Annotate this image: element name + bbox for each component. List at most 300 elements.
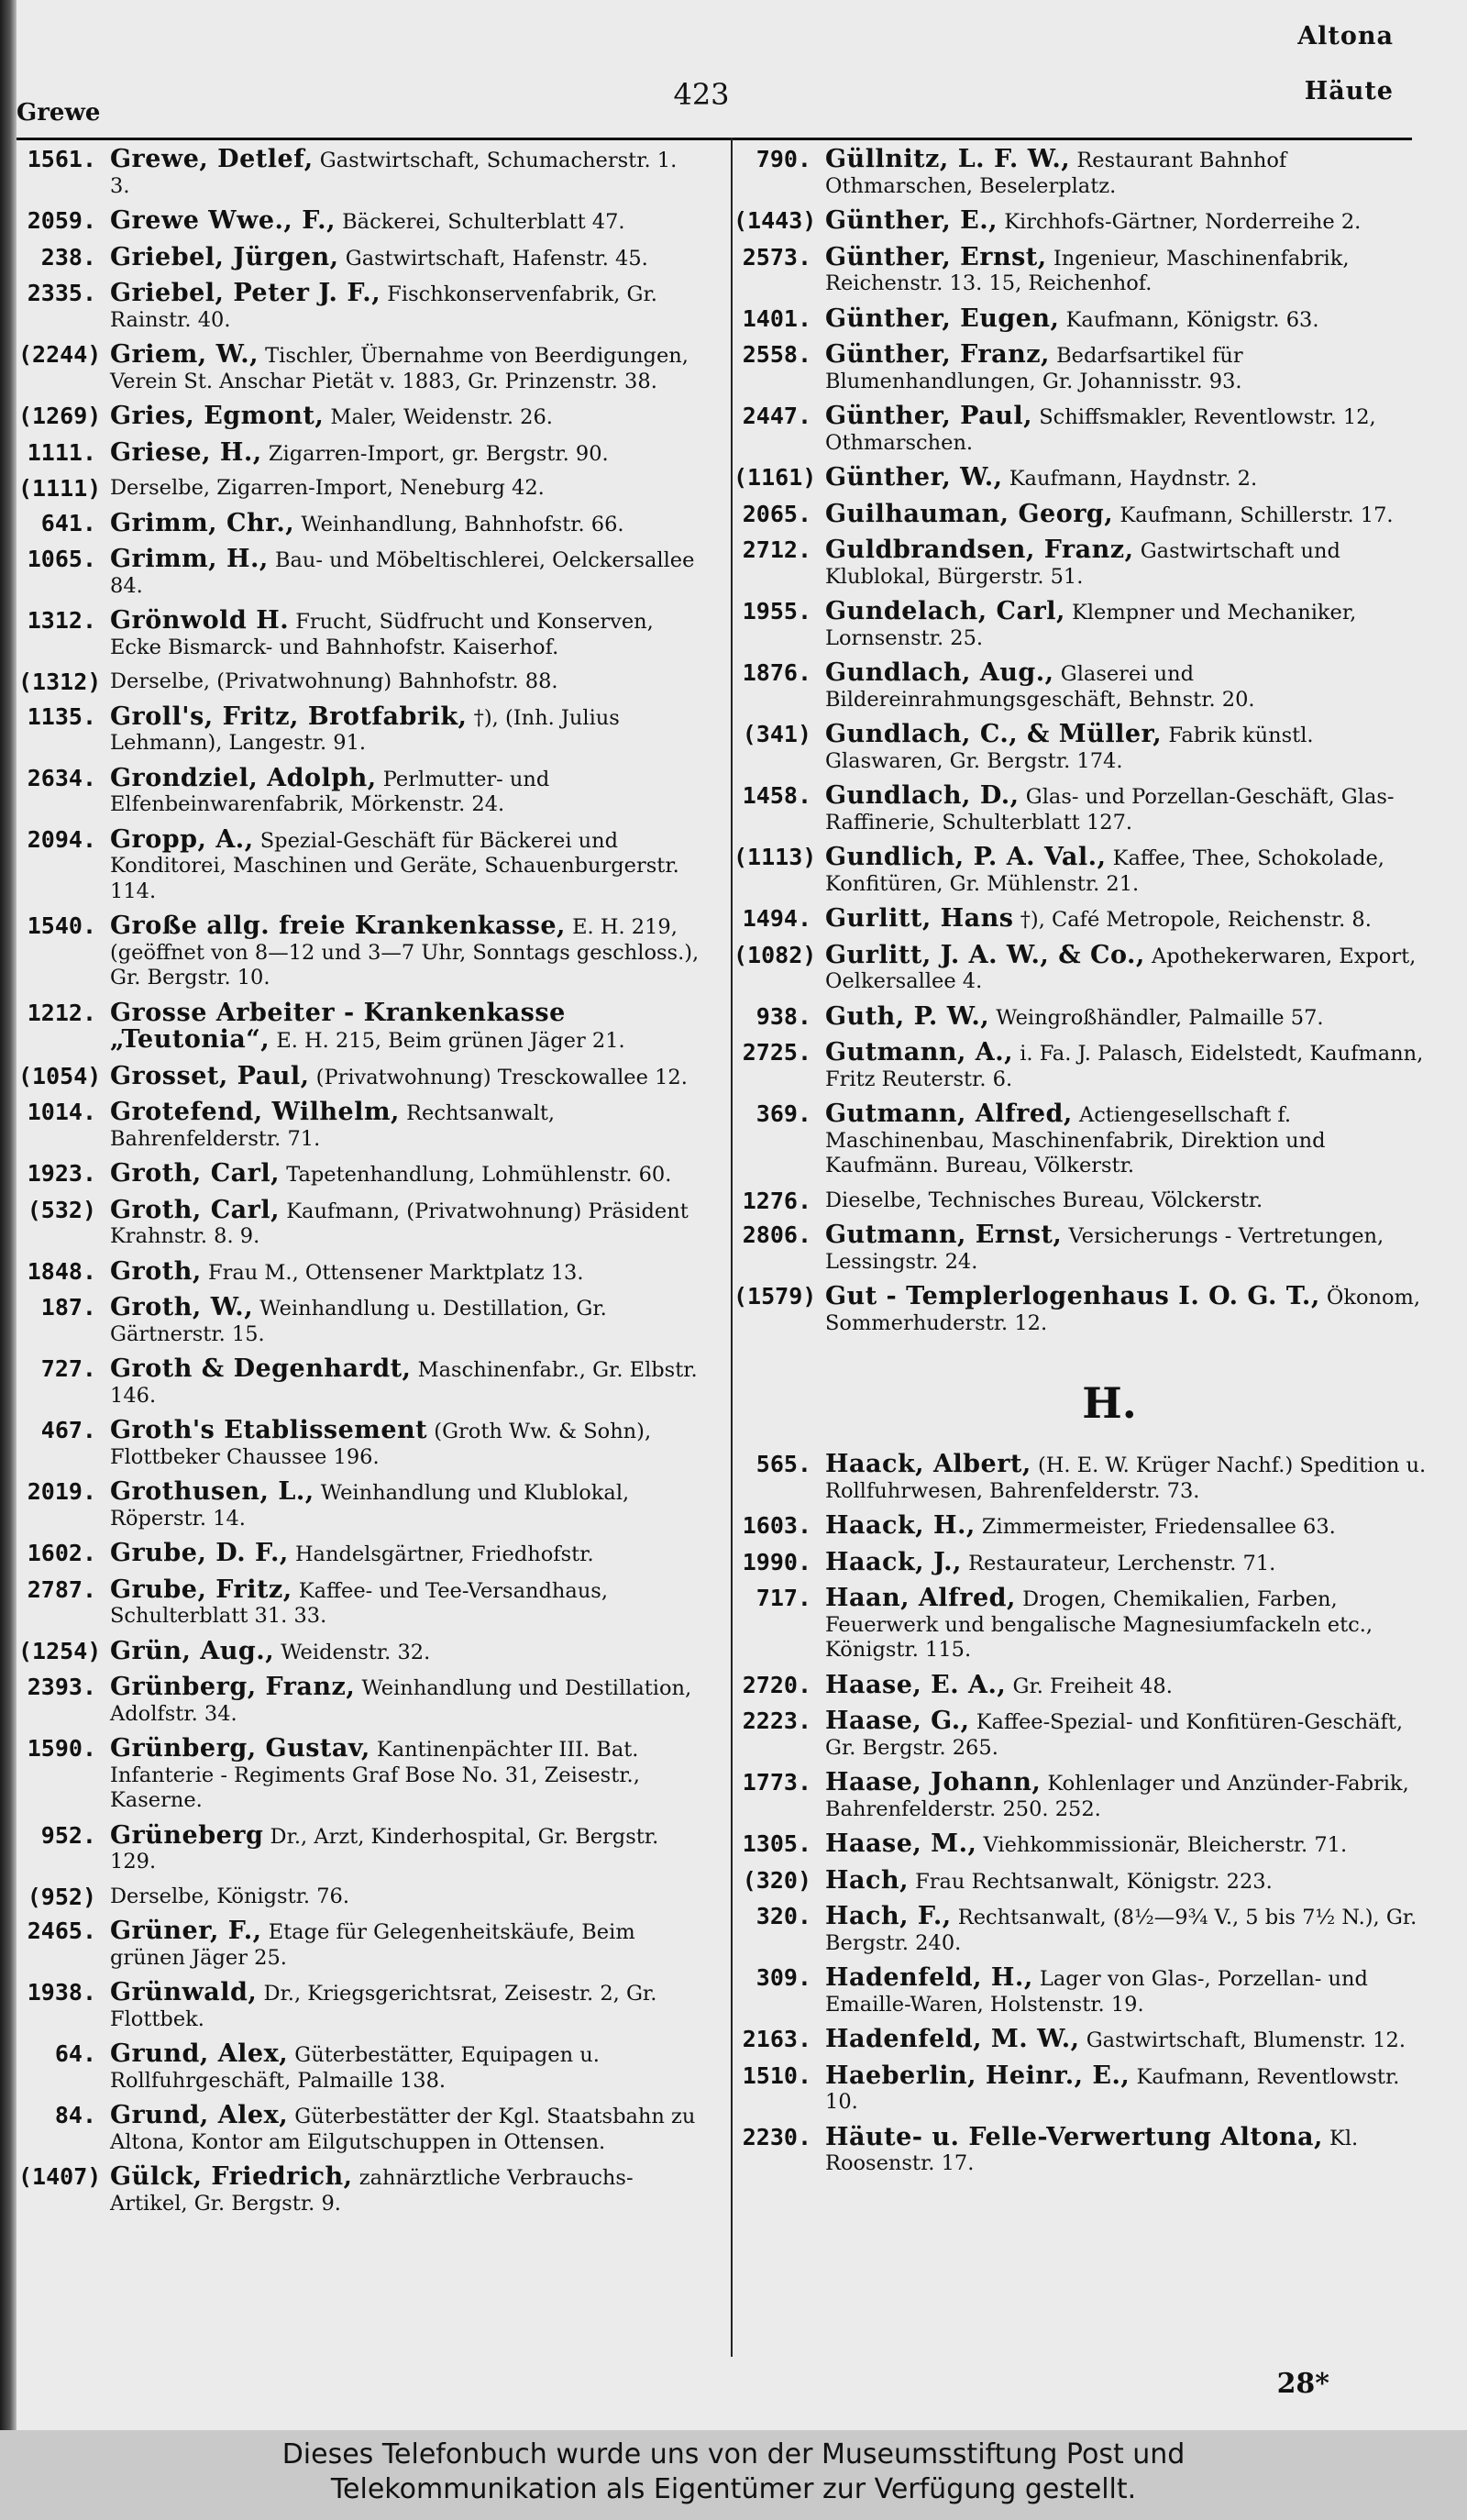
entry-details: Tapetenhandlung, Lohmühlenstr. 60. bbox=[286, 1163, 672, 1187]
entry-name: Hach, F., bbox=[825, 1902, 952, 1930]
phone-number: 2393. bbox=[27, 1674, 96, 1700]
entry-details: Weinhandlung, Bahnhofstr. 66. bbox=[301, 512, 624, 536]
directory-entry bbox=[18, 1541, 701, 1568]
directory-entry bbox=[734, 208, 1430, 236]
directory-entry bbox=[18, 1884, 701, 1910]
entry-name: Grimm, H., bbox=[110, 545, 269, 573]
entry-details: Frau M., Ottensener Marktplatz 13. bbox=[207, 1260, 584, 1285]
directory-entry bbox=[18, 1980, 701, 2032]
entry-details: Weinhandlung u. Destillation, Gr. Gärtnerstr. 15. bbox=[110, 1297, 607, 1346]
directory-entry bbox=[734, 599, 1430, 651]
entry-name: Haack, H., bbox=[825, 1511, 976, 1540]
entry-name: Gut - Templerlogenhaus I. O. G. T., bbox=[825, 1282, 1320, 1310]
phone-number: 2335. bbox=[27, 280, 96, 306]
phone-number: 369. bbox=[756, 1100, 811, 1127]
entry-name: Häute- u. Felle-Verwertung Altona, bbox=[825, 2122, 1323, 2151]
directory-entry bbox=[18, 1577, 701, 1630]
directory-entry bbox=[734, 242, 1430, 297]
entry-name: Grondziel, Adolph, bbox=[110, 763, 377, 792]
entry-details: Viehkommissionär, Bleicherstr. 71. bbox=[983, 1833, 1348, 1857]
directory-entry bbox=[734, 2027, 1430, 2054]
phone-number: 1955. bbox=[742, 598, 811, 624]
phone-number: 717. bbox=[756, 1585, 811, 1611]
entry-name: Günther, E., bbox=[825, 206, 998, 235]
entry-name: Haase, E. A., bbox=[825, 1670, 1007, 1699]
phone-number: 1458. bbox=[742, 782, 811, 809]
entry-details: Rechtsanwalt, (8½—9¾ V., 5 bis 7½ N.), Gr. Bergstr. 240. bbox=[825, 1906, 1417, 1955]
entry-details: Rechtsanwalt, Bahrenfelderstr. 71. bbox=[110, 1101, 556, 1151]
entry-name: Guth, P. W., bbox=[825, 1001, 990, 1031]
entry-details: Lager von Glas-, Porzellan- und Emaille-Waren, Holstenstr. 19. bbox=[825, 1967, 1368, 2017]
entry-details: Weingroßhändler, Palmaille 57. bbox=[996, 1005, 1324, 1030]
directory-entry bbox=[18, 824, 701, 905]
entry-details: Tischler, Übernahme von Beerdigungen, Verein St. Anschar Pietät v. 1883, Gr. Prinzenstr. 38. bbox=[110, 344, 689, 393]
entry-details: Kaufmann, Schillerstr. 17. bbox=[1120, 503, 1394, 527]
entry-details: i. Fa. J. Palasch, Eidelstedt, Kaufmann, Fritz Reuterstr. 6. bbox=[825, 1042, 1424, 1091]
directory-entry bbox=[18, 403, 701, 431]
entry-name: Groll's, Fritz, Brotfabrik, bbox=[110, 702, 468, 731]
entry-details: Derselbe, Königstr. 76. bbox=[110, 1884, 349, 1908]
entry-details: Kaufmann, Haydnstr. 2. bbox=[1009, 467, 1258, 491]
entry-details: Kaufmann, Reventlowstr. 10. bbox=[825, 2064, 1400, 2114]
entry-name: Griem, W., bbox=[110, 340, 259, 369]
entry-details: †), Café Metropole, Reichenstr. 8. bbox=[1020, 908, 1372, 932]
header-left-keyword: Grewe bbox=[17, 99, 101, 127]
phone-number: 238. bbox=[40, 243, 96, 271]
phone-number: 1014. bbox=[27, 1099, 96, 1125]
directory-entry bbox=[734, 1904, 1430, 1956]
directory-entry bbox=[18, 147, 701, 199]
directory-entry bbox=[734, 1188, 1430, 1214]
directory-entry bbox=[734, 1831, 1430, 1859]
phone-number: 565. bbox=[756, 1451, 811, 1477]
directory-entry bbox=[734, 1513, 1430, 1541]
entry-name: Haan, Alfred, bbox=[825, 1584, 1016, 1612]
entry-name: Grund, Alex, bbox=[110, 2039, 289, 2068]
phone-number: (2244) bbox=[18, 341, 102, 368]
entry-name: Grund, Alex, bbox=[110, 2101, 289, 2129]
entry-details: Derselbe, (Privatwohnung) Bahnhofstr. 88. bbox=[110, 669, 558, 693]
phone-number: (320) bbox=[742, 1866, 811, 1894]
entry-details: Dr., Kriegsgerichtsrat, Zeisestr. 2, Gr. Flottbek. bbox=[110, 1982, 657, 2031]
entry-name: Grimm, Chr., bbox=[110, 508, 295, 537]
entry-name: Grewe, Detlef, bbox=[110, 145, 314, 173]
phone-number: 309. bbox=[756, 1964, 811, 1991]
entry-name: Gundlach, D., bbox=[825, 781, 1020, 810]
directory-entry bbox=[734, 1586, 1430, 1663]
entry-details: (Privatwohnung) Tresckowallee 12. bbox=[315, 1065, 688, 1089]
signature-mark: 28* bbox=[1276, 2368, 1329, 2400]
phone-number: 2223. bbox=[742, 1708, 811, 1734]
phone-number: 2447. bbox=[742, 403, 811, 429]
directory-entry bbox=[18, 763, 701, 818]
entry-details: Kaffee, Thee, Schokolade, Konfitüren, Gr. Mühlenstr. 21. bbox=[825, 846, 1384, 896]
entry-details: Glas- und Porzellan-Geschäft, Glas-Raffinerie, Schulterblatt 127. bbox=[825, 785, 1395, 834]
footer-line-1: Dieses Telefonbuch wurde uns von der Museumsstiftung Post und bbox=[281, 2438, 1186, 2470]
entry-name: Haase, Johann, bbox=[825, 1768, 1042, 1796]
phone-number: 1212. bbox=[27, 999, 96, 1026]
entry-details: E. H. 215, Beim grünen Jäger 21. bbox=[276, 1029, 625, 1053]
entry-details: Zigarren-Import, gr. Bergstr. 90. bbox=[268, 441, 609, 466]
entry-name: Hach, bbox=[825, 1865, 909, 1895]
phone-number: 952. bbox=[40, 1821, 96, 1849]
directory-entry bbox=[18, 508, 701, 538]
phone-number: 2558. bbox=[742, 341, 811, 368]
directory-entry bbox=[734, 906, 1430, 934]
directory-entry bbox=[18, 704, 701, 757]
directory-entry bbox=[18, 1000, 701, 1055]
phone-number: 2720. bbox=[742, 1671, 811, 1698]
directory-entry bbox=[18, 1100, 701, 1152]
entry-details: Dieselbe, Technisches Bureau, Völckerstr. bbox=[825, 1188, 1263, 1212]
phone-number: 1603. bbox=[742, 1512, 811, 1539]
entry-details: Weinhandlung und Klublokal, Röperstr. 14. bbox=[110, 1481, 630, 1531]
directory-entry bbox=[18, 669, 701, 695]
directory-entry bbox=[18, 208, 701, 236]
entry-details: Versicherungs - Vertretungen, Lessingstr. 24. bbox=[825, 1224, 1384, 1274]
phone-number: 320. bbox=[756, 1903, 811, 1929]
directory-entry bbox=[734, 1708, 1430, 1761]
phone-number: 187. bbox=[40, 1294, 96, 1321]
entry-details: Drogen, Chemikalien, Farben, Feuerwerk und bengalische Magnesiumfackeln etc., Königstr. 115. bbox=[825, 1587, 1373, 1662]
phone-number: 64. bbox=[54, 2040, 96, 2067]
phone-number: (952) bbox=[27, 1883, 96, 1910]
entry-name: Günther, W., bbox=[825, 463, 1003, 492]
phone-number: (1254) bbox=[18, 1637, 102, 1664]
entry-name: Groth, W., bbox=[110, 1293, 254, 1321]
right-column-h-entries bbox=[734, 1452, 1430, 2177]
directory-entry bbox=[18, 242, 701, 272]
entry-details: (Groth Ww. & Sohn), Flottbeker Chaussee 196. bbox=[110, 1420, 652, 1469]
directory-entry bbox=[734, 1222, 1430, 1275]
entry-details: Gastwirtschaft und Klublokal, Bürgerstr. 51. bbox=[825, 539, 1340, 589]
entry-details: Gastwirtschaft, Blumenstr. 12. bbox=[1086, 2028, 1406, 2052]
phone-number: 1848. bbox=[27, 1257, 96, 1285]
entry-details: Ökonom, Sommerhuderstr. 12. bbox=[825, 1286, 1421, 1335]
directory-entry bbox=[734, 845, 1430, 897]
directory-entry bbox=[734, 660, 1430, 713]
entry-name: Günther, Paul, bbox=[825, 402, 1033, 430]
entry-name: Günther, Franz, bbox=[825, 340, 1050, 369]
directory-entry bbox=[18, 1356, 701, 1409]
phone-number: 1540. bbox=[27, 912, 96, 939]
directory-entry bbox=[18, 1736, 701, 1814]
entry-name: Grönwold H. bbox=[110, 606, 290, 635]
entry-name: Gülck, Friedrich, bbox=[110, 2162, 353, 2191]
entry-name: Gundlich, P. A. Val., bbox=[825, 843, 1107, 871]
entry-name: Groth's Etablissement bbox=[110, 1416, 428, 1444]
phone-number: 2573. bbox=[742, 243, 811, 271]
entry-details: Kl. Roosenstr. 17. bbox=[825, 2126, 1359, 2175]
phone-number: 2634. bbox=[27, 764, 96, 791]
phone-number: (1113) bbox=[734, 844, 817, 870]
directory-entry bbox=[734, 722, 1430, 774]
entry-details: Kantinenpächter III. Bat. Infanterie - Regiments Graf Bose No. 31, Zeisestr., Kaserne. bbox=[110, 1738, 640, 1812]
phone-number: (1579) bbox=[734, 1283, 817, 1310]
directory-entry bbox=[18, 1820, 701, 1875]
entry-details: †), (Inh. Julius Lehmann), Langestr. 91. bbox=[110, 705, 620, 755]
entry-name: Große allg. freie Krankenkasse, bbox=[110, 912, 566, 940]
entry-details: Güterbestätter, Equipagen u. Rollfuhrgeschäft, Palmaille 138. bbox=[110, 2043, 600, 2093]
phone-number: 938. bbox=[756, 1002, 811, 1030]
entry-name: Groth & Degenhardt, bbox=[110, 1354, 412, 1383]
phone-number: 641. bbox=[40, 509, 96, 536]
directory-entry bbox=[734, 1101, 1430, 1179]
phone-number: 2163. bbox=[742, 2026, 811, 2052]
phone-number: 2712. bbox=[742, 536, 811, 563]
entry-name: Haeberlin, Heinr., E., bbox=[825, 2061, 1131, 2090]
directory-entry bbox=[18, 1636, 701, 1666]
phone-number: 2725. bbox=[742, 1039, 811, 1066]
phone-number: 1876. bbox=[742, 659, 811, 686]
entry-details: Gastwirtschaft, Schumacherstr. 1. 3. bbox=[110, 149, 678, 198]
directory-entry bbox=[18, 476, 701, 502]
phone-number: 2065. bbox=[742, 500, 811, 527]
entry-name: Grün, Aug., bbox=[110, 1636, 275, 1665]
directory-entry bbox=[734, 499, 1430, 529]
entry-details: Kaffee-Spezial- und Konfitüren-Geschäft, Gr. Bergstr. 265. bbox=[825, 1710, 1404, 1760]
directory-entry bbox=[734, 1452, 1430, 1504]
directory-entry bbox=[18, 608, 701, 660]
entry-name: Gries, Egmont, bbox=[110, 402, 325, 430]
directory-entry bbox=[18, 1061, 701, 1091]
directory-entry bbox=[18, 342, 701, 394]
phone-number: (1312) bbox=[18, 669, 102, 695]
phone-number: 1990. bbox=[742, 1548, 811, 1575]
directory-entry bbox=[734, 147, 1430, 199]
entry-name: Haase, G., bbox=[825, 1707, 970, 1735]
entry-details: Frau Rechtsanwalt, Königstr. 223. bbox=[915, 1869, 1273, 1894]
entry-details: (H. E. W. Krüger Nachf.) Spedition u. Rollfuhrwesen, Bahrenfelderstr. 73. bbox=[825, 1453, 1427, 1503]
phone-number: 727. bbox=[40, 1355, 96, 1382]
footer-line-2: Telekommunikation als Eigentümer zur Verfügung gestellt. bbox=[330, 2473, 1137, 2505]
entry-details: Apothekerwaren, Export, Oelkersallee 4. bbox=[825, 944, 1417, 993]
phone-number: 790. bbox=[756, 146, 811, 172]
entry-name: Güllnitz, L. F. W., bbox=[825, 145, 1071, 173]
phone-number: 1401. bbox=[742, 304, 811, 332]
entry-name: Gundlach, Aug., bbox=[825, 658, 1054, 687]
header-rule bbox=[17, 138, 1412, 140]
phone-number: 1135. bbox=[27, 702, 96, 730]
entry-details: Derselbe, Zigarren-Import, Neneburg 42. bbox=[110, 476, 545, 500]
entry-name: Gundlach, C., & Müller, bbox=[825, 720, 1163, 748]
phone-number: 1602. bbox=[27, 1540, 96, 1566]
entry-details: Weidenstr. 32. bbox=[281, 1640, 431, 1664]
entry-name: Günther, Ernst, bbox=[825, 242, 1047, 271]
directory-entry bbox=[734, 783, 1430, 835]
directory-entry bbox=[18, 1256, 701, 1287]
entry-name: Grube, D. F., bbox=[110, 1539, 289, 1567]
entry-details: Bedarfsartikel für Blumenhandlungen, Gr. Johannisstr. 93. bbox=[825, 344, 1243, 393]
directory-entry bbox=[734, 1040, 1430, 1092]
directory-entry bbox=[734, 1670, 1430, 1700]
entry-details: Handelsgärtner, Friedhofstr. bbox=[294, 1542, 594, 1566]
entry-details: Kaffee- und Tee-Versandhaus, Schulterblatt 31. 33. bbox=[110, 1578, 609, 1628]
directory-entry bbox=[18, 2103, 701, 2155]
entry-name: Grünberg, Gustav, bbox=[110, 1734, 370, 1763]
entry-name: Guilhauman, Georg, bbox=[825, 499, 1114, 528]
directory-entry bbox=[18, 2041, 701, 2094]
directory-entry bbox=[734, 465, 1430, 492]
phone-number: 1276. bbox=[742, 1187, 811, 1214]
phone-number: 1773. bbox=[742, 1769, 811, 1796]
entry-details: Schiffsmakler, Reventlowstr. 12, Othmarschen. bbox=[825, 405, 1376, 455]
directory-entry bbox=[18, 1161, 701, 1188]
entry-name: Groth, bbox=[110, 1256, 202, 1286]
entry-name: Hadenfeld, M. W., bbox=[825, 2025, 1080, 2053]
directory-entry bbox=[18, 1918, 701, 1971]
directory-entry bbox=[734, 403, 1430, 456]
entry-name: Griebel, Jürgen, bbox=[110, 242, 339, 271]
phone-number: 1938. bbox=[27, 1979, 96, 2006]
header-right-keyword: Häute bbox=[1304, 77, 1394, 105]
entry-details: Glaserei und Bildereinrahmungsgeschäft, Behnstr. 20. bbox=[825, 662, 1255, 712]
entry-name: Gurlitt, J. A. W., & Co., bbox=[825, 940, 1145, 969]
right-column-g-entries bbox=[734, 147, 1430, 1336]
directory-entry bbox=[18, 1295, 701, 1347]
page-number: 423 bbox=[673, 77, 730, 112]
entry-details: Spezial-Geschäft für Bäckerei und Konditorei, Maschinen und Geräte, Schauenburgerstr. 114. bbox=[110, 828, 679, 903]
directory-entry bbox=[18, 1479, 701, 1531]
footer-notice bbox=[0, 2430, 1467, 2520]
directory-entry bbox=[734, 537, 1430, 590]
entry-details: Kohlenlager und Anzünder-Fabrik, Bahrenfelderstr. 250. 252. bbox=[825, 1772, 1409, 1821]
phone-number: 1305. bbox=[742, 1830, 811, 1857]
entry-details: Kaufmann, (Privatwohnung) Präsident Krahnstr. 8. 9. bbox=[110, 1199, 689, 1248]
phone-number: 2094. bbox=[27, 825, 96, 853]
entry-name: Grünberg, Franz, bbox=[110, 1673, 356, 1701]
entry-name: Gutmann, Alfred, bbox=[825, 1100, 1073, 1128]
phone-number: (1161) bbox=[734, 464, 817, 491]
phone-number: 1923. bbox=[27, 1160, 96, 1187]
phone-number: 1494. bbox=[742, 905, 811, 932]
directory-entry bbox=[18, 1418, 701, 1470]
entry-details: Maler, Weidenstr. 26. bbox=[330, 405, 553, 429]
entry-details: Actiengesellschaft f. Maschinenbau, Maschinenfabrik, Direktion und Kaufmänn. Bureau, Völkerstr. bbox=[825, 1103, 1326, 1177]
directory-entry bbox=[18, 913, 701, 991]
directory-entry bbox=[18, 1195, 701, 1250]
entry-details: Fischkonservenfabrik, Gr. Rainstr. 40. bbox=[110, 282, 657, 332]
right-column bbox=[734, 147, 1430, 2186]
entry-details: Kirchhofs-Gärtner, Norderreihe 2. bbox=[1004, 210, 1362, 234]
directory-entry bbox=[734, 2063, 1430, 2116]
entry-name: Gutmann, Ernst, bbox=[825, 1221, 1063, 1249]
phone-number: 1510. bbox=[742, 2061, 811, 2089]
entry-name: Grünwald, bbox=[110, 1978, 258, 2006]
entry-details: Bäckerei, Schulterblatt 47. bbox=[342, 210, 625, 234]
entry-details: Bau- und Möbeltischlerei, Oelckersallee 84. bbox=[110, 548, 695, 598]
phone-number: 1111. bbox=[27, 438, 96, 466]
entry-details: zahnärztliche Verbrauchs-Artikel, Gr. Bergstr. 9. bbox=[110, 2166, 634, 2216]
entry-details: Perlmutter- und Elfenbeinwarenfabrik, Mörkenstr. 24. bbox=[110, 767, 550, 816]
directory-entry bbox=[734, 1547, 1430, 1577]
entry-details: Restaurateur, Lerchenstr. 71. bbox=[968, 1551, 1276, 1575]
entry-name: Günther, Eugen, bbox=[825, 304, 1060, 333]
entry-details: Klempner und Mechaniker, Lornsenstr. 25. bbox=[825, 601, 1357, 650]
directory-entry bbox=[18, 437, 701, 468]
phone-number: 467. bbox=[40, 1417, 96, 1443]
directory-entry bbox=[18, 281, 701, 333]
directory-entry bbox=[734, 1284, 1430, 1336]
phone-number: (532) bbox=[27, 1196, 96, 1223]
phone-number: 2059. bbox=[27, 207, 96, 234]
entry-name: Hadenfeld, H., bbox=[825, 1963, 1033, 1992]
entry-name: Groth, Carl, bbox=[110, 1159, 281, 1188]
entry-details: Güterbestätter der Kgl. Staatsbahn zu Altona, Kontor am Eilgutschuppen in Ottensen. bbox=[110, 2105, 696, 2154]
phone-number: 84. bbox=[54, 2102, 96, 2128]
entry-name: Grosset, Paul, bbox=[110, 1061, 310, 1090]
entry-details: Maschinenfabr., Gr. Elbstr. 146. bbox=[110, 1358, 698, 1408]
entry-name: Grube, Fritz, bbox=[110, 1575, 292, 1604]
entry-details: Frucht, Südfrucht und Konserven, Ecke Bismarck- und Bahnhofstr. Kaiserhof. bbox=[110, 610, 654, 659]
entry-name: Haack, Albert, bbox=[825, 1450, 1031, 1478]
phone-number: (1443) bbox=[734, 207, 817, 234]
directory-entry bbox=[734, 1965, 1430, 2017]
phone-number: (1407) bbox=[18, 2163, 102, 2190]
entry-details: Etage für Gelegenheitskäufe, Beim grünen Jäger 25. bbox=[110, 1920, 635, 1970]
entry-name: Guldbrandsen, Franz, bbox=[825, 536, 1134, 564]
entry-name: Haase, M., bbox=[825, 1829, 977, 1858]
entry-details: Weinhandlung und Destillation, Adolfstr. 34. bbox=[110, 1676, 692, 1726]
phone-number: (341) bbox=[742, 721, 811, 747]
entry-details: Kaufmann, Königstr. 63. bbox=[1065, 307, 1319, 332]
directory-entry bbox=[734, 1001, 1430, 1032]
entry-name: Groth, Carl, bbox=[110, 1195, 281, 1224]
entry-name: Grewe Wwe., F., bbox=[110, 206, 336, 235]
entry-name: Grosse Arbeiter - Krankenkasse „Teutonia“, bbox=[110, 998, 566, 1054]
entry-details: Zimmermeister, Friedensallee 63. bbox=[981, 1515, 1336, 1539]
phone-number: (1082) bbox=[734, 941, 817, 968]
entry-name: Gundelach, Carl, bbox=[825, 597, 1065, 625]
entry-details: Gastwirtschaft, Hafenstr. 45. bbox=[345, 246, 648, 271]
phone-number: 2465. bbox=[27, 1918, 96, 1944]
phone-number: (1111) bbox=[18, 475, 102, 502]
left-column bbox=[18, 147, 701, 2226]
entry-name: Haack, J., bbox=[825, 1547, 962, 1576]
entry-name: Grüneberg bbox=[110, 1820, 264, 1850]
directory-entry bbox=[18, 2164, 701, 2216]
entry-name: Grotefend, Wilhelm, bbox=[110, 1098, 400, 1126]
directory-entry bbox=[734, 1770, 1430, 1822]
section-heading-h: H. bbox=[1082, 1378, 1137, 1428]
entry-name: Gutmann, A., bbox=[825, 1038, 1014, 1067]
entry-details: Dr., Arzt, Kinderhospital, Gr. Bergstr. 129. bbox=[110, 1824, 659, 1873]
phone-number: 1312. bbox=[27, 607, 96, 634]
entry-name: Grothusen, L., bbox=[110, 1477, 314, 1506]
phone-number: 1561. bbox=[27, 146, 96, 172]
book-binding-shadow bbox=[0, 0, 17, 2430]
directory-entry bbox=[734, 940, 1430, 995]
header-city: Altona bbox=[1297, 22, 1394, 50]
entry-name: Grüner, F., bbox=[110, 1917, 262, 1945]
entry-name: Gurlitt, Hans bbox=[825, 904, 1014, 933]
phone-number: 2787. bbox=[27, 1575, 96, 1603]
directory-entry bbox=[734, 342, 1430, 394]
phone-number: 1065. bbox=[27, 546, 96, 572]
directory-entry bbox=[18, 547, 701, 599]
phone-number: 1590. bbox=[27, 1735, 96, 1762]
entry-name: Griese, H., bbox=[110, 437, 262, 467]
entry-name: Griebel, Peter J. F., bbox=[110, 279, 381, 307]
entry-details: Restaurant Bahnhof Othmarschen, Beselerplatz. bbox=[825, 149, 1287, 198]
directory-entry bbox=[734, 1865, 1430, 1896]
column-divider bbox=[731, 138, 733, 2357]
phone-number: 2019. bbox=[27, 1478, 96, 1505]
phone-number: (1269) bbox=[18, 403, 102, 429]
directory-entry bbox=[734, 2122, 1430, 2177]
directory-entry bbox=[18, 1674, 701, 1727]
entry-details: Fabrik künstl. Glaswaren, Gr. Bergstr. 174. bbox=[825, 724, 1314, 773]
